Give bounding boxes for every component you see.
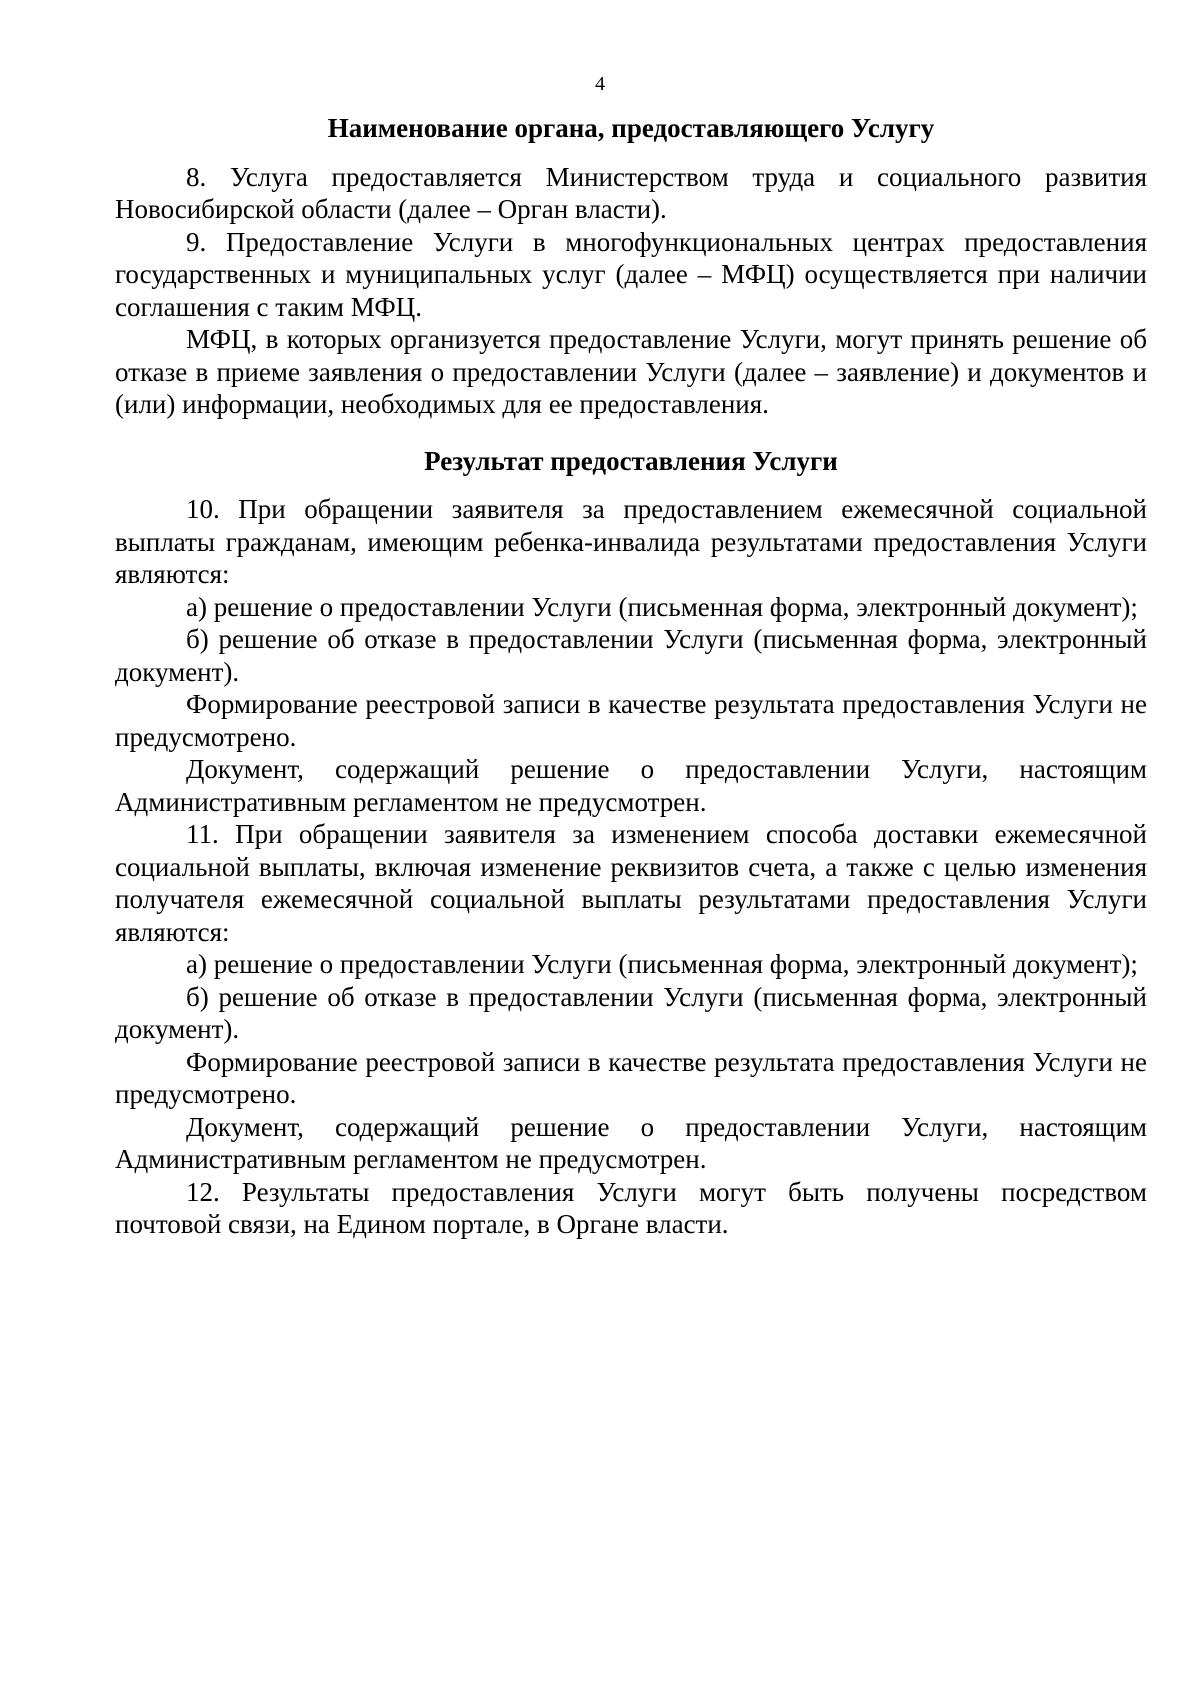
paragraph: б) решение об отказе в предоставлении Услуги (письменная форма, электронный документ). [115,624,1147,687]
section-heading-authority: Наименование органа, предоставляющего Услугу [327,113,935,143]
paragraph: 8. Услуга предоставляется Министерством труда и социального развития Новосибирской области (далее – Орган власти). [115,161,1147,224]
paragraph: Формирование реестровой записи в качестве результата предоставления Услуги не предусмотрено. [115,1046,1147,1109]
paragraph: 10. При обращении заявителя за предоставлением ежемесячной социальной выплаты гражданам, имеющим ребенка-инвалида результатами предоставления Услуги являются: [115,494,1147,589]
section-authority [115,112,1147,421]
paragraph: 11. При обращении заявителя за изменением способа доставки ежемесячной социальной выплаты, включая изменение реквизитов счета, а также с целью изменения получателя ежемесячной социальной выплаты результатами предоставления Услуги являются: [115,819,1147,947]
paragraph: Документ, содержащий решение о предоставлении Услуги, настоящим Административным регламентом не предусмотрен. [115,754,1147,817]
section-heading-result: Результат предоставления Услуги [424,445,838,476]
paragraph: МФЦ, в которых организуется предоставление Услуги, могут принять решение об отказе в приеме заявления о предоставлении Услуги (далее – заявление) и документов и (или) информации, необходимых для ее предоставления. [115,324,1147,419]
section-result [115,445,1147,1241]
paragraph: а) решение о предоставлении Услуги (письменная форма, электронный документ); [186,949,1138,979]
paragraph: 9. Предоставление Услуги в многофункциональных центрах предоставления государственных и муниципальных услуг (далее – МФЦ) осуществляется при наличии соглашения с таким МФЦ. [115,226,1147,322]
page-number: 4 [595,73,605,95]
paragraph: б) решение об отказе в предоставлении Услуги (письменная форма, электронный документ). [115,981,1147,1044]
paragraph: а) решение о предоставлении Услуги (письменная форма, электронный документ); [186,591,1138,622]
paragraph: 12. Результаты предоставления Услуги могут быть получены посредством почтовой связи, на Едином портале, в Органе власти. [115,1176,1147,1239]
document-body [115,112,1147,1241]
paragraph: Формирование реестровой записи в качестве результата предоставления Услуги не предусмотрено. [115,689,1147,752]
paragraph: Документ, содержащий решение о предоставлении Услуги, настоящим Административным регламентом не предусмотрен. [115,1111,1147,1174]
